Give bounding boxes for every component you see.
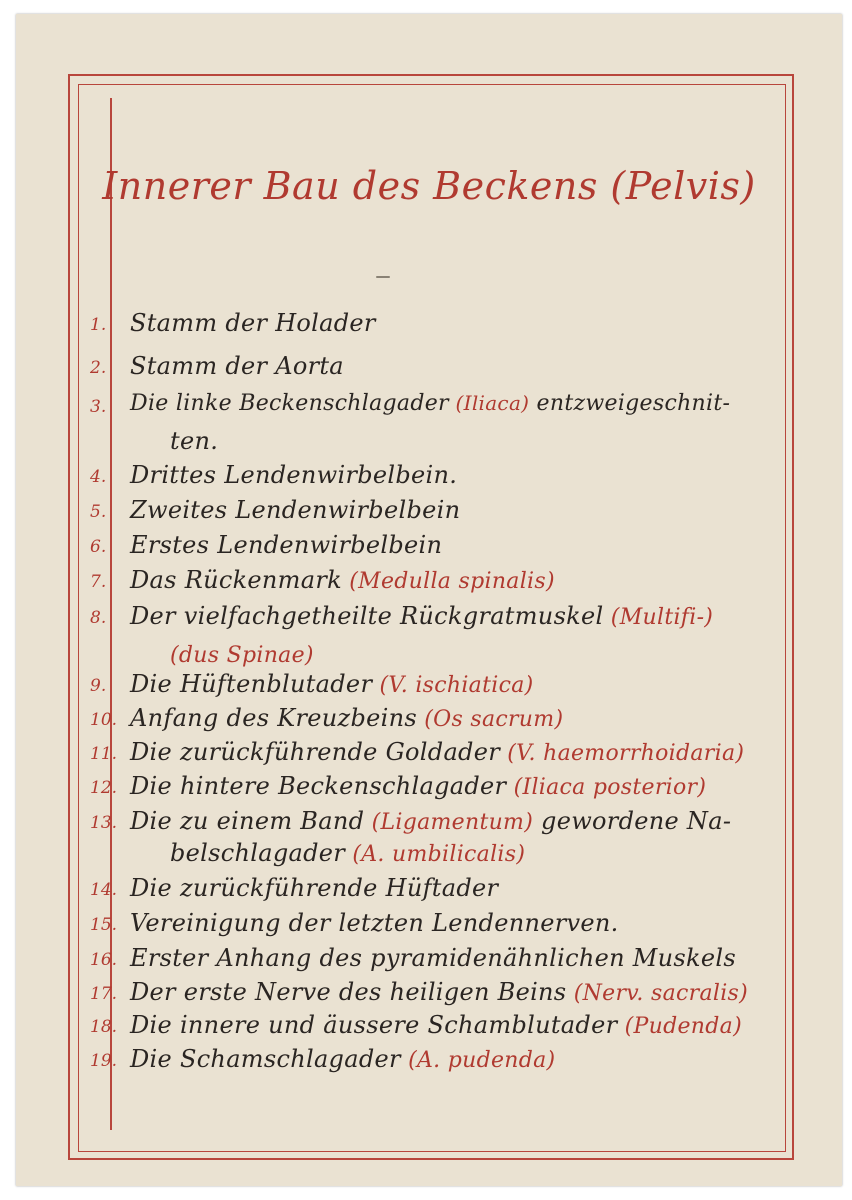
entry-latin-term: (Pudenda) — [617, 1014, 742, 1039]
entry-german-text: Die Hüftenblutader — [130, 670, 373, 698]
entry-text — [130, 1011, 742, 1039]
entry-number: 1. — [90, 315, 107, 335]
entry-line — [90, 309, 790, 339]
entry-text — [170, 839, 525, 867]
entry-number: 19. — [90, 1051, 118, 1071]
entry-line — [90, 874, 790, 904]
entry-line — [90, 427, 790, 457]
entry-german-text: Stamm der Holader — [130, 309, 376, 337]
entry-text — [130, 309, 376, 337]
entry-german-text: Die Schamschlagader — [130, 1045, 401, 1073]
entry-number: 9. — [90, 676, 107, 696]
entry-text — [130, 531, 442, 559]
entry-text — [170, 640, 314, 668]
entry-number: 10. — [90, 710, 118, 730]
entry-line — [90, 496, 790, 526]
entry-number: 15. — [90, 915, 118, 935]
entry-german-text: Der erste Nerve des heiligen Beins — [130, 978, 567, 1006]
entry-number: 16. — [90, 950, 118, 970]
document-sheet — [16, 14, 842, 1186]
entry-german-text: Die zurückführende Hüftader — [130, 874, 499, 902]
entry-line — [90, 461, 790, 491]
entry-line — [90, 640, 790, 670]
entry-text — [130, 874, 498, 902]
entry-number: 13. — [90, 813, 118, 833]
entry-number: 8. — [90, 608, 107, 628]
entry-line — [90, 531, 790, 561]
entry-latin-term: (Medulla spinalis) — [341, 569, 555, 594]
entry-text — [130, 670, 534, 698]
entry-german-text: Drittes Lendenwirbelbein. — [130, 461, 458, 489]
entry-german-text: Die innere und äussere Schamblutader — [130, 1011, 618, 1039]
page-title: Innerer Bau des Beckens (Pelvis) — [102, 164, 756, 208]
entry-german-text: ten. — [170, 427, 219, 455]
entry-german-text: Zweites Lendenwirbelbein — [130, 496, 461, 524]
entry-latin-term: (Nerv. sacralis) — [566, 981, 749, 1006]
entry-text — [130, 352, 344, 380]
entry-text — [130, 566, 555, 594]
entry-text — [130, 978, 748, 1006]
entry-number: 11. — [90, 744, 118, 764]
entry-german-text: Erstes Lendenwirbelbein — [130, 531, 443, 559]
entry-text — [130, 738, 744, 766]
entry-german-text: Stamm der Aorta — [130, 352, 344, 380]
entry-latin-term: (Iliaca) — [448, 391, 530, 415]
entry-text — [130, 391, 730, 416]
entry-line — [90, 978, 790, 1008]
entry-text — [130, 602, 713, 630]
entry-text — [130, 807, 731, 835]
entry-number: 4. — [90, 467, 107, 487]
entry-german-text: Die linke Beckenschlagader — [130, 391, 449, 416]
entry-number: 5. — [90, 502, 107, 522]
entry-number: 17. — [90, 984, 118, 1004]
entry-number: 6. — [90, 537, 107, 557]
entry-text — [130, 909, 619, 937]
entry-text — [130, 461, 457, 489]
entry-latin-term: (V. ischiatica) — [372, 673, 534, 698]
entry-german-text: Das Rückenmark — [130, 566, 342, 594]
entry-suffix: entzweigeschnit- — [529, 391, 731, 416]
entry-number: 3. — [90, 397, 107, 417]
entry-latin-term: (Os sacrum) — [416, 707, 564, 732]
entry-line — [90, 704, 790, 734]
entry-latin-term: (dus Spinae) — [170, 643, 314, 668]
entry-german-text: Die zurückführende Goldader — [130, 738, 500, 766]
entry-german-text: Der vielfachgetheilte Rückgratmuskel — [130, 602, 604, 630]
entry-line — [90, 772, 790, 802]
entry-text — [130, 704, 563, 732]
entry-line — [90, 1045, 790, 1075]
entry-text — [170, 427, 218, 455]
entry-text — [130, 1045, 555, 1073]
entry-latin-term: (Ligamentum) — [364, 810, 534, 835]
entry-german-text: Die hintere Beckenschlagader — [130, 772, 507, 800]
entry-suffix: gewordene Na- — [533, 807, 732, 835]
entry-number: 7. — [90, 572, 107, 592]
entry-text — [130, 496, 460, 524]
entry-line — [90, 839, 790, 869]
entry-line — [90, 352, 790, 382]
entry-line — [90, 909, 790, 939]
entry-latin-term: (V. haemorrhoidaria) — [500, 741, 745, 766]
entry-line — [90, 944, 790, 974]
entry-german-text: Erster Anhang des pyramidenähnlichen Muskels — [130, 944, 736, 972]
entry-german-text: Vereinigung der letzten Lendennerven. — [130, 909, 619, 937]
entry-german-text: belschlagader — [170, 839, 346, 867]
entry-latin-term: (Multifi-) — [603, 605, 714, 630]
entry-number: 12. — [90, 778, 118, 798]
entry-latin-term: (Iliaca posterior) — [506, 775, 707, 800]
entry-line — [90, 738, 790, 768]
entry-latin-term: (A. umbilicalis) — [345, 842, 526, 867]
entry-german-text: Anfang des Kreuzbeins — [130, 704, 417, 732]
entry-line — [90, 1011, 790, 1041]
entry-line — [90, 670, 790, 700]
entry-german-text: Die zu einem Band — [130, 807, 365, 835]
entry-number: 2. — [90, 358, 107, 378]
entry-number: 14. — [90, 880, 118, 900]
entry-text — [130, 772, 706, 800]
entry-line — [90, 602, 790, 632]
entry-number: 18. — [90, 1017, 118, 1037]
entry-line — [90, 807, 790, 837]
entry-text — [130, 944, 736, 972]
entry-latin-term: (A. pudenda) — [400, 1048, 556, 1073]
entry-line — [90, 566, 790, 596]
ink-mark — [376, 276, 390, 278]
entry-line — [90, 391, 790, 421]
